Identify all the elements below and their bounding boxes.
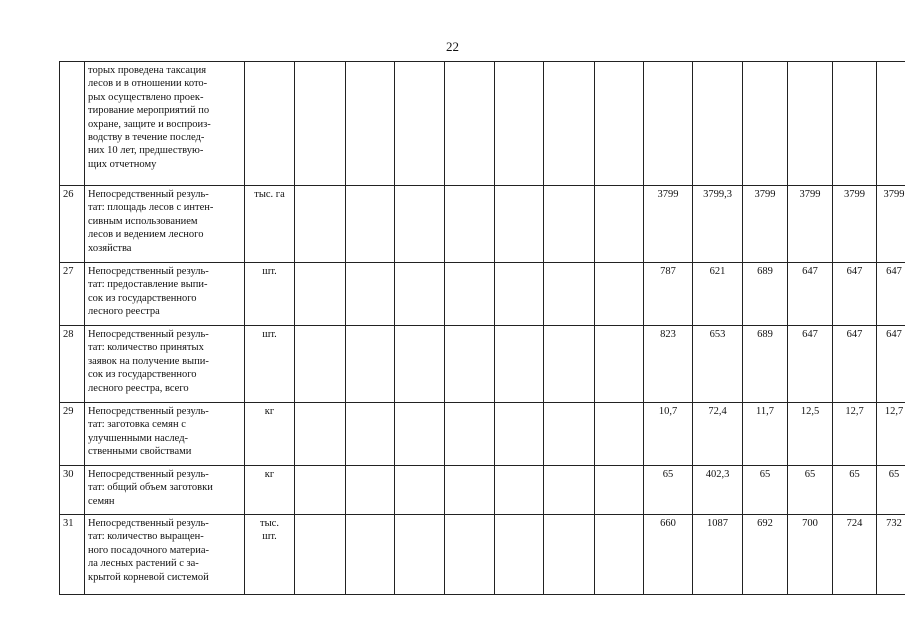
description-line: тат: площадь лесов с интен- xyxy=(88,202,214,214)
empty-cell xyxy=(495,466,544,515)
value-cell: 689 xyxy=(743,263,788,326)
empty-cell xyxy=(445,263,495,326)
description-line: них 10 лет, предшествую- xyxy=(88,145,204,157)
empty-cell xyxy=(595,186,644,263)
description-line: Непосредственный резуль- xyxy=(88,406,209,417)
description-line: щих отчетному xyxy=(88,158,157,170)
empty-cell xyxy=(346,466,395,515)
empty-cell xyxy=(295,186,346,263)
empty-cell xyxy=(346,263,395,326)
empty-cell xyxy=(346,62,395,186)
unit-of-measure xyxy=(245,403,295,466)
row-number: 28 xyxy=(60,326,85,403)
description-line: тирование мероприятий по xyxy=(88,105,210,117)
empty-cell xyxy=(495,515,544,595)
description-line: заявок на получение выпи- xyxy=(88,355,209,367)
empty-cell xyxy=(346,515,395,595)
value-cell: 3799 xyxy=(743,186,788,263)
empty-cell xyxy=(445,186,495,263)
empty-cell xyxy=(346,186,395,263)
table-row xyxy=(60,186,905,263)
table-row xyxy=(60,263,905,326)
description-line: лесного реестра, всего xyxy=(88,382,189,394)
value-cell: 647 xyxy=(833,263,877,326)
value-cell: 787 xyxy=(644,263,693,326)
value-cell: 647 xyxy=(877,326,905,403)
value-cell: 12,7 xyxy=(833,403,877,466)
empty-cell xyxy=(595,466,644,515)
value-cell: 689 xyxy=(743,326,788,403)
value-cell xyxy=(743,62,788,186)
value-cell: 647 xyxy=(877,263,905,326)
description-line: ла лесных растений с за- xyxy=(88,558,199,570)
empty-cell xyxy=(495,263,544,326)
value-cell: 621 xyxy=(693,263,743,326)
description-line: водству в течение послед- xyxy=(88,132,205,144)
value-cell: 823 xyxy=(644,326,693,403)
empty-cell xyxy=(495,326,544,403)
indicator-description xyxy=(85,466,245,515)
description-line: Непосредственный резуль- xyxy=(88,189,209,200)
value-cell: 10,7 xyxy=(644,403,693,466)
value-cell: 647 xyxy=(788,263,833,326)
description-line: ственными свойствами xyxy=(88,446,192,458)
empty-cell xyxy=(346,326,395,403)
unit-line: шт. xyxy=(262,329,277,340)
empty-cell xyxy=(395,515,445,595)
value-cell: 12,7 xyxy=(877,403,905,466)
empty-cell xyxy=(445,62,495,186)
description-line: тат: заготовка семян с xyxy=(88,419,186,431)
description-line: тат: общий объем заготовки xyxy=(88,482,213,494)
description-line: тат: предоставление выпи- xyxy=(88,279,208,291)
description-line: семян xyxy=(88,495,115,507)
value-cell: 700 xyxy=(788,515,833,595)
description-line: сок из государственного xyxy=(88,292,197,304)
value-cell xyxy=(644,62,693,186)
description-line: сок из государственного xyxy=(88,369,197,381)
empty-cell xyxy=(445,403,495,466)
indicator-description xyxy=(85,263,245,326)
table-row xyxy=(60,326,905,403)
value-cell xyxy=(693,62,743,186)
empty-cell xyxy=(295,326,346,403)
empty-cell xyxy=(295,515,346,595)
unit-of-measure xyxy=(245,466,295,515)
value-cell: 660 xyxy=(644,515,693,595)
empty-cell xyxy=(595,403,644,466)
value-cell: 12,5 xyxy=(788,403,833,466)
value-cell: 65 xyxy=(877,466,905,515)
unit-line: шт. xyxy=(262,531,277,543)
description-line: лесного реестра xyxy=(88,306,160,318)
value-cell: 732 xyxy=(877,515,905,595)
description-line: рых осуществлено проек- xyxy=(88,91,204,103)
value-cell: 647 xyxy=(833,326,877,403)
value-cell: 653 xyxy=(693,326,743,403)
value-cell: 65 xyxy=(833,466,877,515)
description-line: ного посадочного материа- xyxy=(88,544,209,556)
row-number: 27 xyxy=(60,263,85,326)
description-line: тат: количество выращен- xyxy=(88,531,204,543)
unit-of-measure xyxy=(245,186,295,263)
unit-line: кг xyxy=(264,406,275,417)
value-cell: 402,3 xyxy=(693,466,743,515)
row-number: 31 xyxy=(60,515,85,595)
value-cell: 3799,3 xyxy=(693,186,743,263)
value-cell: 72,4 xyxy=(693,403,743,466)
description-line: торых проведена таксация xyxy=(88,65,207,76)
value-cell: 65 xyxy=(743,466,788,515)
empty-cell xyxy=(495,186,544,263)
description-line: Непосредственный резуль- xyxy=(88,266,209,277)
value-cell xyxy=(833,62,877,186)
row-number: 29 xyxy=(60,403,85,466)
unit-of-measure xyxy=(245,263,295,326)
description-line: тат: количество принятых xyxy=(88,342,204,354)
empty-cell xyxy=(445,326,495,403)
empty-cell xyxy=(295,403,346,466)
empty-cell xyxy=(544,263,595,326)
empty-cell xyxy=(544,62,595,186)
page-number: 22 xyxy=(446,39,459,54)
value-cell: 3799 xyxy=(833,186,877,263)
description-line: хозяйства xyxy=(88,242,132,254)
empty-cell xyxy=(595,326,644,403)
value-cell: 724 xyxy=(833,515,877,595)
empty-cell xyxy=(395,326,445,403)
description-line: лесов и в отношении кото- xyxy=(88,78,208,90)
value-cell: 3799 xyxy=(877,186,905,263)
table-row xyxy=(60,515,905,595)
description-line: Непосредственный резуль- xyxy=(88,469,209,480)
empty-cell xyxy=(395,263,445,326)
description-line: сивным использованием xyxy=(88,215,198,227)
value-cell: 65 xyxy=(788,466,833,515)
value-cell: 3799 xyxy=(788,186,833,263)
value-cell: 692 xyxy=(743,515,788,595)
unit-of-measure xyxy=(245,62,295,186)
indicator-description xyxy=(85,515,245,595)
description-line: лесов и ведением лесного xyxy=(88,229,204,241)
empty-cell xyxy=(544,466,595,515)
table-row xyxy=(60,466,905,515)
description-line: Непосредственный резуль- xyxy=(88,518,209,529)
empty-cell xyxy=(295,466,346,515)
empty-cell xyxy=(544,186,595,263)
unit-line: шт. xyxy=(262,266,277,277)
description-line: охране, защите и воспроиз- xyxy=(88,118,211,130)
indicator-description xyxy=(85,326,245,403)
empty-cell xyxy=(544,515,595,595)
row-number: 26 xyxy=(60,186,85,263)
empty-cell xyxy=(295,263,346,326)
empty-cell xyxy=(595,515,644,595)
unit-of-measure xyxy=(245,515,295,595)
description-line: улучшенными наслед- xyxy=(88,432,189,444)
unit-line: кг xyxy=(264,469,275,480)
value-cell: 3799 xyxy=(644,186,693,263)
empty-cell xyxy=(445,515,495,595)
empty-cell xyxy=(495,403,544,466)
empty-cell xyxy=(544,403,595,466)
indicator-description xyxy=(85,62,245,186)
indicators-table xyxy=(59,61,905,595)
indicator-description xyxy=(85,186,245,263)
empty-cell xyxy=(544,326,595,403)
table-row xyxy=(60,62,905,186)
empty-cell xyxy=(595,263,644,326)
description-line: Непосредственный резуль- xyxy=(88,329,209,340)
description-line: крытой корневой системой xyxy=(88,571,209,583)
empty-cell xyxy=(395,466,445,515)
value-cell: 65 xyxy=(644,466,693,515)
empty-cell xyxy=(295,62,346,186)
empty-cell xyxy=(346,403,395,466)
indicator-description xyxy=(85,403,245,466)
empty-cell xyxy=(595,62,644,186)
row-number xyxy=(60,62,85,186)
row-number: 30 xyxy=(60,466,85,515)
empty-cell xyxy=(395,62,445,186)
unit-line: тыс. га xyxy=(254,189,285,200)
value-cell xyxy=(877,62,905,186)
table-row xyxy=(60,403,905,466)
unit-of-measure xyxy=(245,326,295,403)
empty-cell xyxy=(445,466,495,515)
empty-cell xyxy=(395,403,445,466)
value-cell: 1087 xyxy=(693,515,743,595)
unit-line: тыс. xyxy=(260,518,279,529)
value-cell: 647 xyxy=(788,326,833,403)
value-cell: 11,7 xyxy=(743,403,788,466)
value-cell xyxy=(788,62,833,186)
table-body xyxy=(60,62,905,595)
empty-cell xyxy=(395,186,445,263)
empty-cell xyxy=(495,62,544,186)
